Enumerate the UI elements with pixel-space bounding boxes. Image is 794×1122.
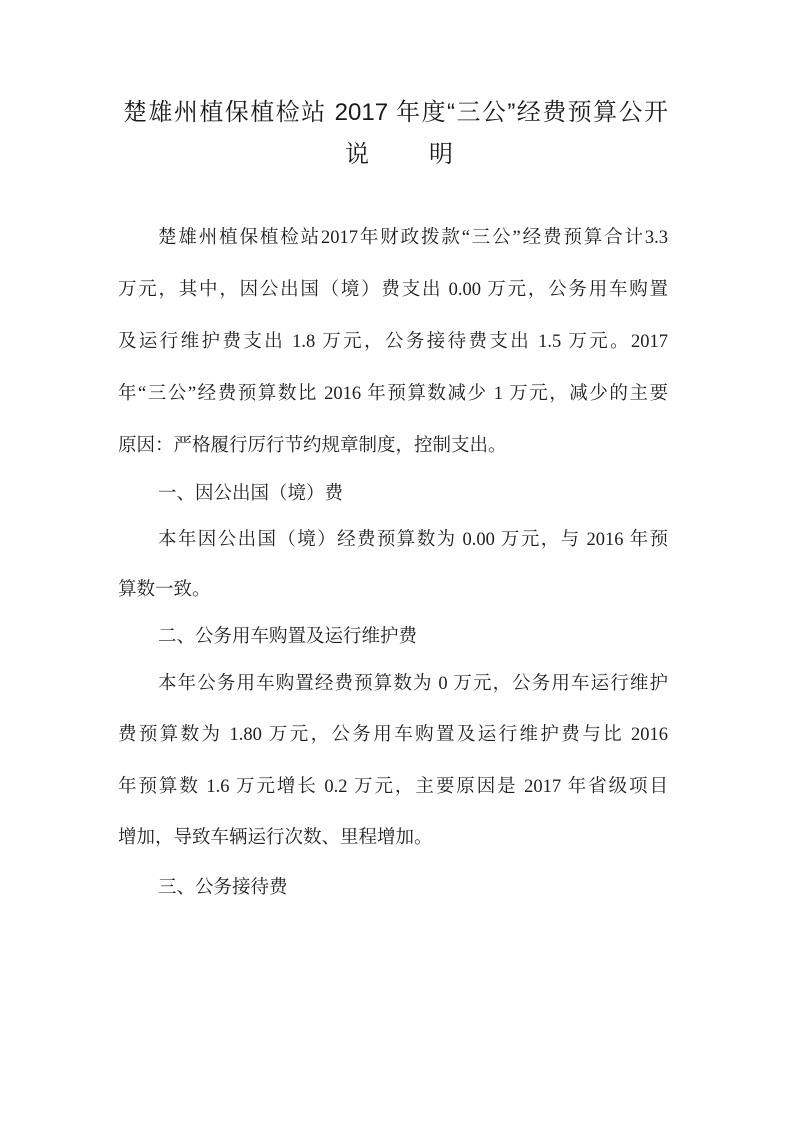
intro-line: 年“三公”经费预算数比 2016 年预算数减少 1 万元，减少的主要 [118, 384, 668, 404]
intro-line: 楚雄州植保植检站2017年财政拨款“三公”经费预算合计3.3 [158, 228, 668, 248]
section2-line: 增加，导致车辆运行次数、里程增加。 [118, 828, 433, 848]
intro-line: 及运行维护费支出 1.8 万元，公务接待费支出 1.5 万元。2017 [118, 332, 668, 352]
section2-line: 费预算数为 1.80 万元，公务用车购置及运行维护费与比 2016 [118, 725, 668, 745]
section3-heading: 三、公务接待费 [158, 878, 288, 898]
document-title-line2: 说 明 [345, 141, 457, 168]
document-title: 楚雄州植保植检站 2017 年度“三公”经费预算公开 [123, 99, 668, 126]
intro-line: 万元，其中，因公出国（境）费支出 0.00 万元，公务用车购置 [118, 280, 668, 300]
section1-heading: 一、因公出国（境）费 [158, 484, 344, 504]
section2-line: 本年公务用车购置经费预算数为 0 万元，公务用车运行维护 [158, 674, 668, 694]
section1-line: 本年因公出国（境）经费预算数为 0.00 万元，与 2016 年预 [158, 530, 668, 550]
section1-line: 算数一致。 [118, 580, 211, 600]
section2-heading: 二、公务用车购置及运行维护费 [158, 627, 418, 647]
section2-line: 年预算数 1.6 万元增长 0.2 万元，主要原因是 2017 年省级项目 [118, 777, 668, 797]
intro-line: 原因：严格履行厉行节约规章制度，控制支出。 [118, 436, 507, 456]
